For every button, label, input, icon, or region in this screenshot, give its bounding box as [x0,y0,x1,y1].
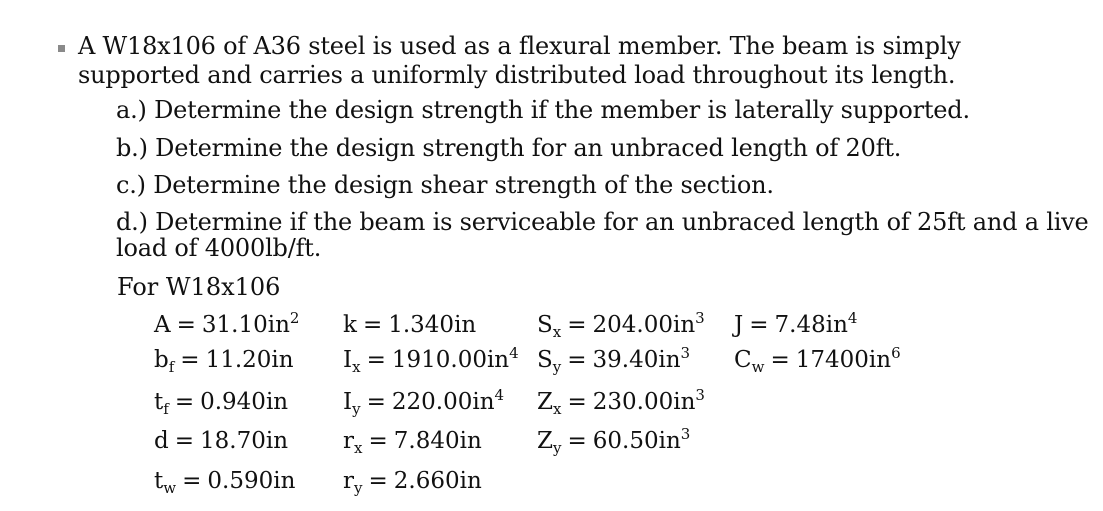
prop-web-thickness: $t_w = 0.590in$ [154,468,296,497]
part-c: c.) Determine the design shear strength of the section. [116,171,774,199]
prop-sy: $S_y = 39.40in^3$ [537,344,691,376]
prop-flange-width: $b_f = 11.20in$ [154,347,294,376]
part-b: b.) Determine the design strength for an unbraced length of 20ft. [116,134,902,162]
prop-ry: $r_y = 2.660in$ [343,468,482,497]
part-a: a.) Determine the design strength if the member is laterally supported. [116,96,970,124]
prop-ix: $I_x = 1910.00in^4$ [343,344,519,376]
section-label: For W18x106 [117,273,281,301]
part-d: d.) Determine if the beam is serviceable for an unbraced length of 25ft and a live load of 4000lb/ft. [116,208,1089,262]
prop-flange-thickness: $t_f = 0.940in$ [154,389,289,418]
bullet-marker [58,45,65,52]
prop-j: $J = 7.48in^4$ [734,309,858,338]
prop-depth: d = 18.70in [154,428,289,454]
prop-k: k = 1.340in [343,312,477,338]
prop-zy: $Z_y = 60.50in^3$ [537,425,691,457]
prop-zx: $Z_x = 230.00in^3$ [537,386,705,418]
prop-iy: $I_y = 220.00in^4$ [343,386,505,418]
prop-area: $A = 31.10in^2$ [154,309,300,338]
prop-cw: $C_w = 17400in^6$ [734,344,901,376]
prop-sx: $S_x = 204.00in^3$ [537,309,705,341]
problem-statement: A W18x106 of A36 steel is used as a flexural member. The beam is simply supported and carries a uniformly distributed load throughout its length. [78,32,961,89]
prop-rx: $r_x = 7.840in$ [343,428,482,457]
